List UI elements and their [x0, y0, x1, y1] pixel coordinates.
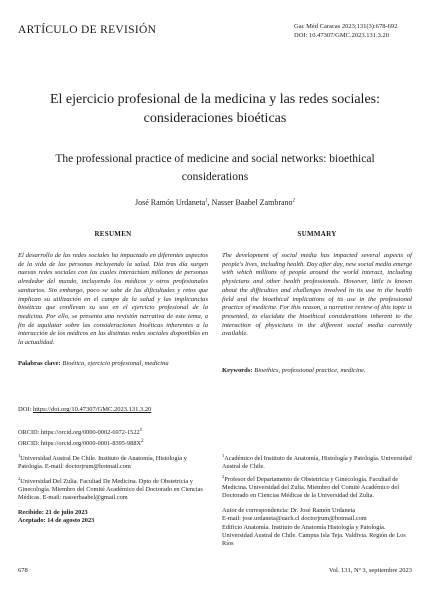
left-aff-1-text: Universidad Austral De Chile. Instituto de Anatomía, Histología y Patología. E-mail: doctorjrum@hotmail.com — [18, 455, 187, 471]
left-aff-2-text: Universidad Del Zulia. Facultad De Medicina. Dpto de Obstetricia y Ginecología. Miembro del Comité Académico del Doctorado en Ciencias Médicas. E-mail: nasserbaabel@gmail.com — [18, 477, 203, 502]
orcid-block — [18, 426, 208, 449]
left-affiliation-2 — [18, 475, 208, 503]
author-2-sup: 2 — [292, 198, 296, 204]
doi-line — [18, 406, 151, 413]
resumen-text: El desarrollo de las redes sociales ha impactado en diferentes aspectos de la vida de las personas incluyendo la salud. Día tras día surgen nuevas redes sociales con las cuales interactúan millones de personas alrededor del mundo, incluyendo los médicos y otros profesionales sanitarios. Sin embargo, poco se sabe de las dificultades y retos que implican su utilización en el campo de la salud y las implicancias bioéticas que conllevan su uso en el ejercicio profesional de la medicina. Por ello, se presenta una revisión narrativa de este tema, a fin de aquilatar sobre las consideraciones bioéticas inherentes a la interacción de los médicos en las distintas redes sociales disponibles en la actualidad. — [18, 252, 208, 347]
resumen-keywords-value: Bioética, ejercicio profesional, medicina — [62, 360, 169, 367]
journal-citation: Gac Méd Caracas 2023;131(3):678-692 — [294, 23, 398, 30]
orcid-1-text[interactable]: ORCID: https://orcid.org/0000-0002-6972-1522 — [18, 429, 140, 437]
correspondence-email[interactable]: E-mail: jose.urdaneta@uach.cl doctorjrum@hotmail.com — [222, 515, 367, 523]
summary-text: The development of social media has impacted several aspects of people's lives, including health. Day after day, new social media emerge with which millions of people around the world interact, including physicians and other health professionals. However, little is known about the difficulties and challenges involved in its use in the health field and the bioethical implications of its use in the professional practice of medicine. For this reason, a narrative review of this topic is presented, to elucidate the bioethical considerations inherent to the interaction of physicians in the different social media currently available. — [222, 252, 412, 338]
author-1: José Ramón Urdaneta — [134, 198, 206, 207]
page-number: 678 — [18, 567, 28, 574]
correspondence-address: Edificio Anatomía. Instituto de Anatomía Histología y Patología. Universidad Austral de Chile. Campus Isla Teja. Valdivia. Región de Los Ríos — [222, 523, 406, 548]
resumen-keywords — [18, 360, 208, 369]
left-affiliations — [18, 452, 208, 503]
right-aff-1-text: Académico del Instituto de Anatomía, Histología y Patología. Universidad Austral de Chile. — [222, 455, 412, 471]
right-affiliation-2 — [222, 473, 412, 501]
summary-keywords — [222, 367, 412, 376]
correspondence-block — [222, 507, 412, 548]
right-aff-2-text: Profesor del Departamento de Obstetricia y Ginecología. Facultad de Medicina. Universidad del Zulia. Miembro del Comité Académico del Doctorado en Ciencias Médicas de la Universidad del Zulia. — [222, 475, 399, 500]
dates-block — [18, 509, 208, 526]
doi-label: DOI: — [18, 406, 32, 413]
left-aff-2-sup: 2 — [18, 475, 21, 481]
resumen-keywords-label: Palabras clave: — [18, 360, 61, 367]
summary-keywords-label: Keywords: — [222, 367, 253, 374]
journal-meta — [294, 23, 412, 40]
orcid-2-sup: 2 — [141, 438, 144, 445]
received-date: Recibido: 21 de julio 2023 — [18, 509, 88, 516]
author-separator: , — [207, 198, 212, 207]
accepted-date: Aceptado: 14 de agosto 2023 — [18, 517, 95, 525]
orcid-1-sup: 1 — [139, 427, 143, 433]
orcid-2-text[interactable]: ORCID: https://orcid.org/0000-0001-8395-988X — [18, 440, 142, 448]
author-2: Nasser Baabel Zambrano — [211, 198, 293, 207]
left-aff-1-sup: 1 — [18, 453, 21, 458]
orcid-line-2 — [18, 437, 208, 448]
right-affiliations — [222, 452, 412, 501]
header-doi: DOI: 10.47307/GMC.2023.131.3.20 — [294, 31, 389, 39]
right-aff-2-sup: 2 — [222, 473, 225, 479]
section-label: ARTÍCULO DE REVISIÓN — [18, 24, 157, 36]
summary-keywords-value: Bioethics, professional practice, medicine. — [254, 367, 366, 374]
correspondence-author: Autor de correspondencia: Dr. José Ramón Urdaneta — [222, 507, 356, 514]
right-aff-1-sup: 1 — [222, 453, 225, 458]
volume-info: Vol. 131, Nº 3, septiembre 2023 — [328, 567, 412, 574]
orcid-line-1 — [18, 426, 208, 437]
resumen-heading: RESUMEN — [94, 230, 132, 238]
summary-heading: SUMMARY — [297, 230, 337, 238]
left-affiliation-1 — [18, 452, 208, 472]
right-affiliation-1 — [222, 452, 412, 472]
article-title-en: The professional practice of medicine and social networks: bioethical considerations — [55, 153, 375, 183]
doi-link[interactable]: https://doi.org/10.47307/GMC.2023.131.3.20 — [32, 406, 152, 413]
author-1-sup: 1 — [205, 198, 208, 204]
article-title-es: El ejercicio profesional de la medicina y las redes sociales: consideraciones bioéticas — [49, 92, 381, 126]
authors-line — [20, 198, 410, 207]
